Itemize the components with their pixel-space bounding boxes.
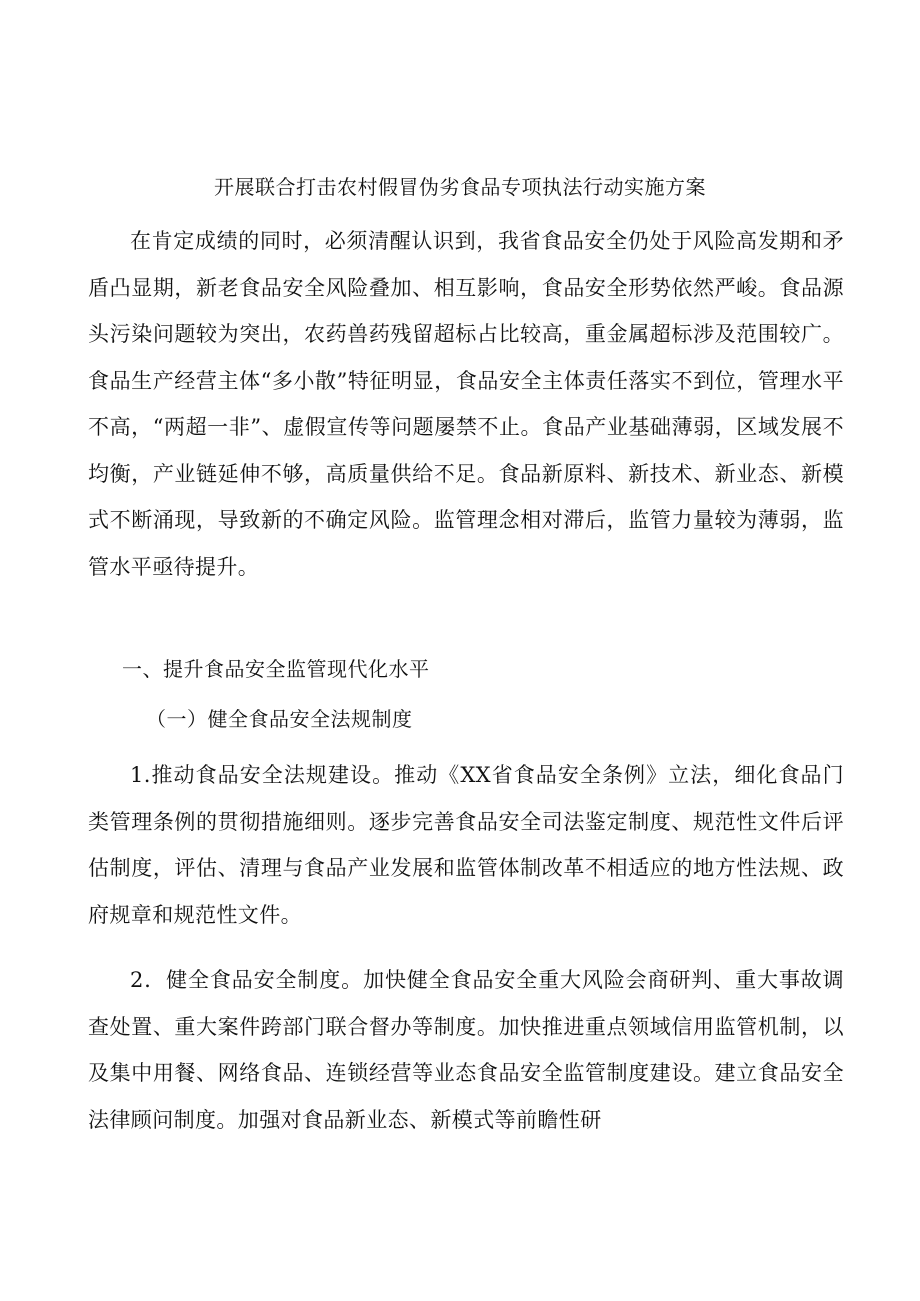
section-heading: 一、提升食品安全监管现代化水平 [122,657,430,681]
document-title: 开展联合打击农村假冒伪劣食品专项执法行动实施方案 [214,175,706,199]
subsection-heading: （一）健全食品安全法规制度 [146,707,413,731]
intro-paragraph: 在肯定成绩的同时，必须清醒认识到，我省食品安全仍处于风险高发期和矛盾凸显期，新老食品安全风险叠加、相互影响，食品安全形势依然严峻。食品源头污染问题较为突出，农药兽药残留超标占比较高，重金属超标涉及范围较广。食品生产经营主体“多小散”特征明显，食品安全主体责任落实不到位，管理水平不高，“两超一非”、虚假宣传等问题屡禁不止。食品产业基础薄弱，区域发展不均衡，产业链延伸不够，高质量供给不足。食品新原料、新技术、新业态、新模式不断涌现，导致新的不确定风险。监管理念相对滞后，监管力量较为薄弱，监管水平亟待提升。 [88,229,844,579]
item-1-paragraph: 1.推动食品安全法规建设。推动《XX省食品安全条例》立法，细化食品门类管理条例的贯彻措施细则。逐步完善食品安全司法鉴定制度、规范性文件后评估制度，评估、清理与食品产业发展和监管体制改革不相适应的地方性法规、政府规章和规范性文件。 [88,763,844,927]
item-2-paragraph: 2．健全食品安全制度。加快健全食品安全重大风险会商研判、重大事故调查处置、重大案件跨部门联合督办等制度。加快推进重点领域信用监管机制，以及集中用餐、网络食品、连锁经营等业态食品安全监管制度建设。建立食品安全法律顾问制度。加强对食品新业态、新模式等前瞻性研 [88,968,844,1132]
